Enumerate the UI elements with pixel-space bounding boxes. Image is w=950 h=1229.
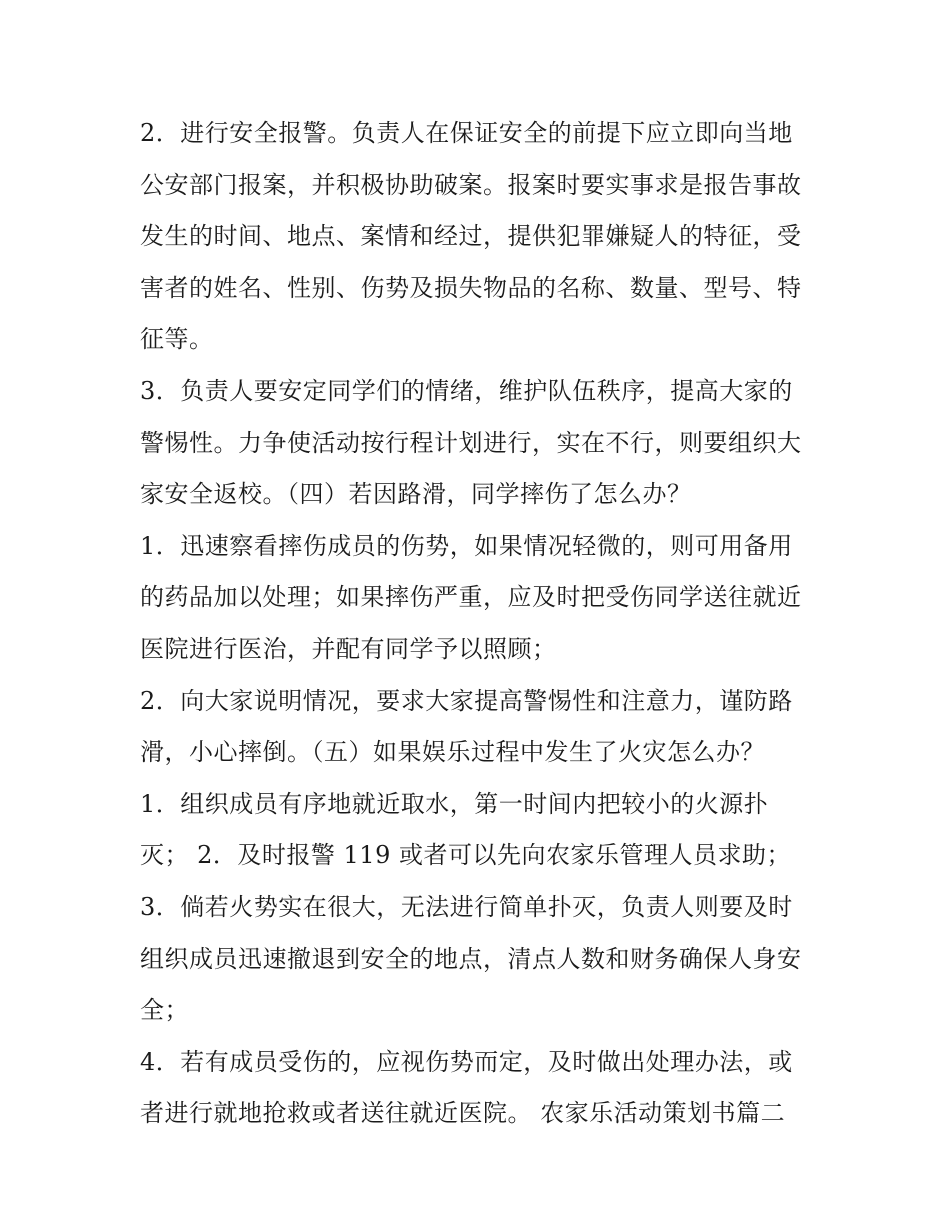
text-line: 家安全返校。（四）若因路滑，同学摔伤了怎么办？ [140,480,692,509]
text-line: 4．若有成员受伤的，应视伤势而定，及时做出处理办法，或 [140,1047,793,1076]
text-line: 医院进行医治，并配有同学予以照顾； [140,634,557,663]
text-line: 者进行就地抢救或者送往就近医院。 农家乐活动策划书篇二 [140,1099,786,1128]
text-line: 1．组织成员有序地就近取水，第一时间内把较小的火源扑 [140,789,769,818]
text-line: 全； [140,996,189,1025]
text-line: 3．倘若火势实在很大，无法进行简单扑灭，负责人则要及时 [140,892,793,921]
text-line: 灭； 2．及时报警 119 或者可以先向农家乐管理人员求助； [140,841,791,870]
text-line: 发生的时间、地点、案情和经过，提供犯罪嫌疑人的特征，受 [140,222,802,251]
text-line: 3．负责人要安定同学们的情绪，维护队伍秩序，提高大家的 [140,376,793,405]
text-line: 公安部门报案，并积极协助破案。报案时要实事求是报告事故 [140,170,802,199]
text-line: 2．进行安全报警。负责人在保证安全的前提下应立即向当地 [140,119,793,147]
text-line: 警惕性。力争使活动按行程计划进行，实在不行，则要组织大 [140,428,802,457]
text-line: 2．向大家说明情况，要求大家提高警惕性和注意力，谨防路 [140,686,793,715]
text-line: 害者的姓名、性别、伤势及损失物品的名称、数量、型号、特 [140,273,802,302]
text-line: 滑，小心摔倒。（五）如果娱乐过程中发生了火灾怎么办？ [140,738,765,767]
text-line: 的药品加以处理；如果摔伤严重，应及时把受伤同学送往就近 [140,583,802,612]
document-body [140,108,820,1140]
text-line: 组织成员迅速撤退到安全的地点，清点人数和财务确保人身安 [140,944,802,973]
text-line: 1．迅速察看摔伤成员的伤势，如果情况轻微的，则可用备用 [140,531,793,560]
text-line: 征等。 [140,325,214,354]
